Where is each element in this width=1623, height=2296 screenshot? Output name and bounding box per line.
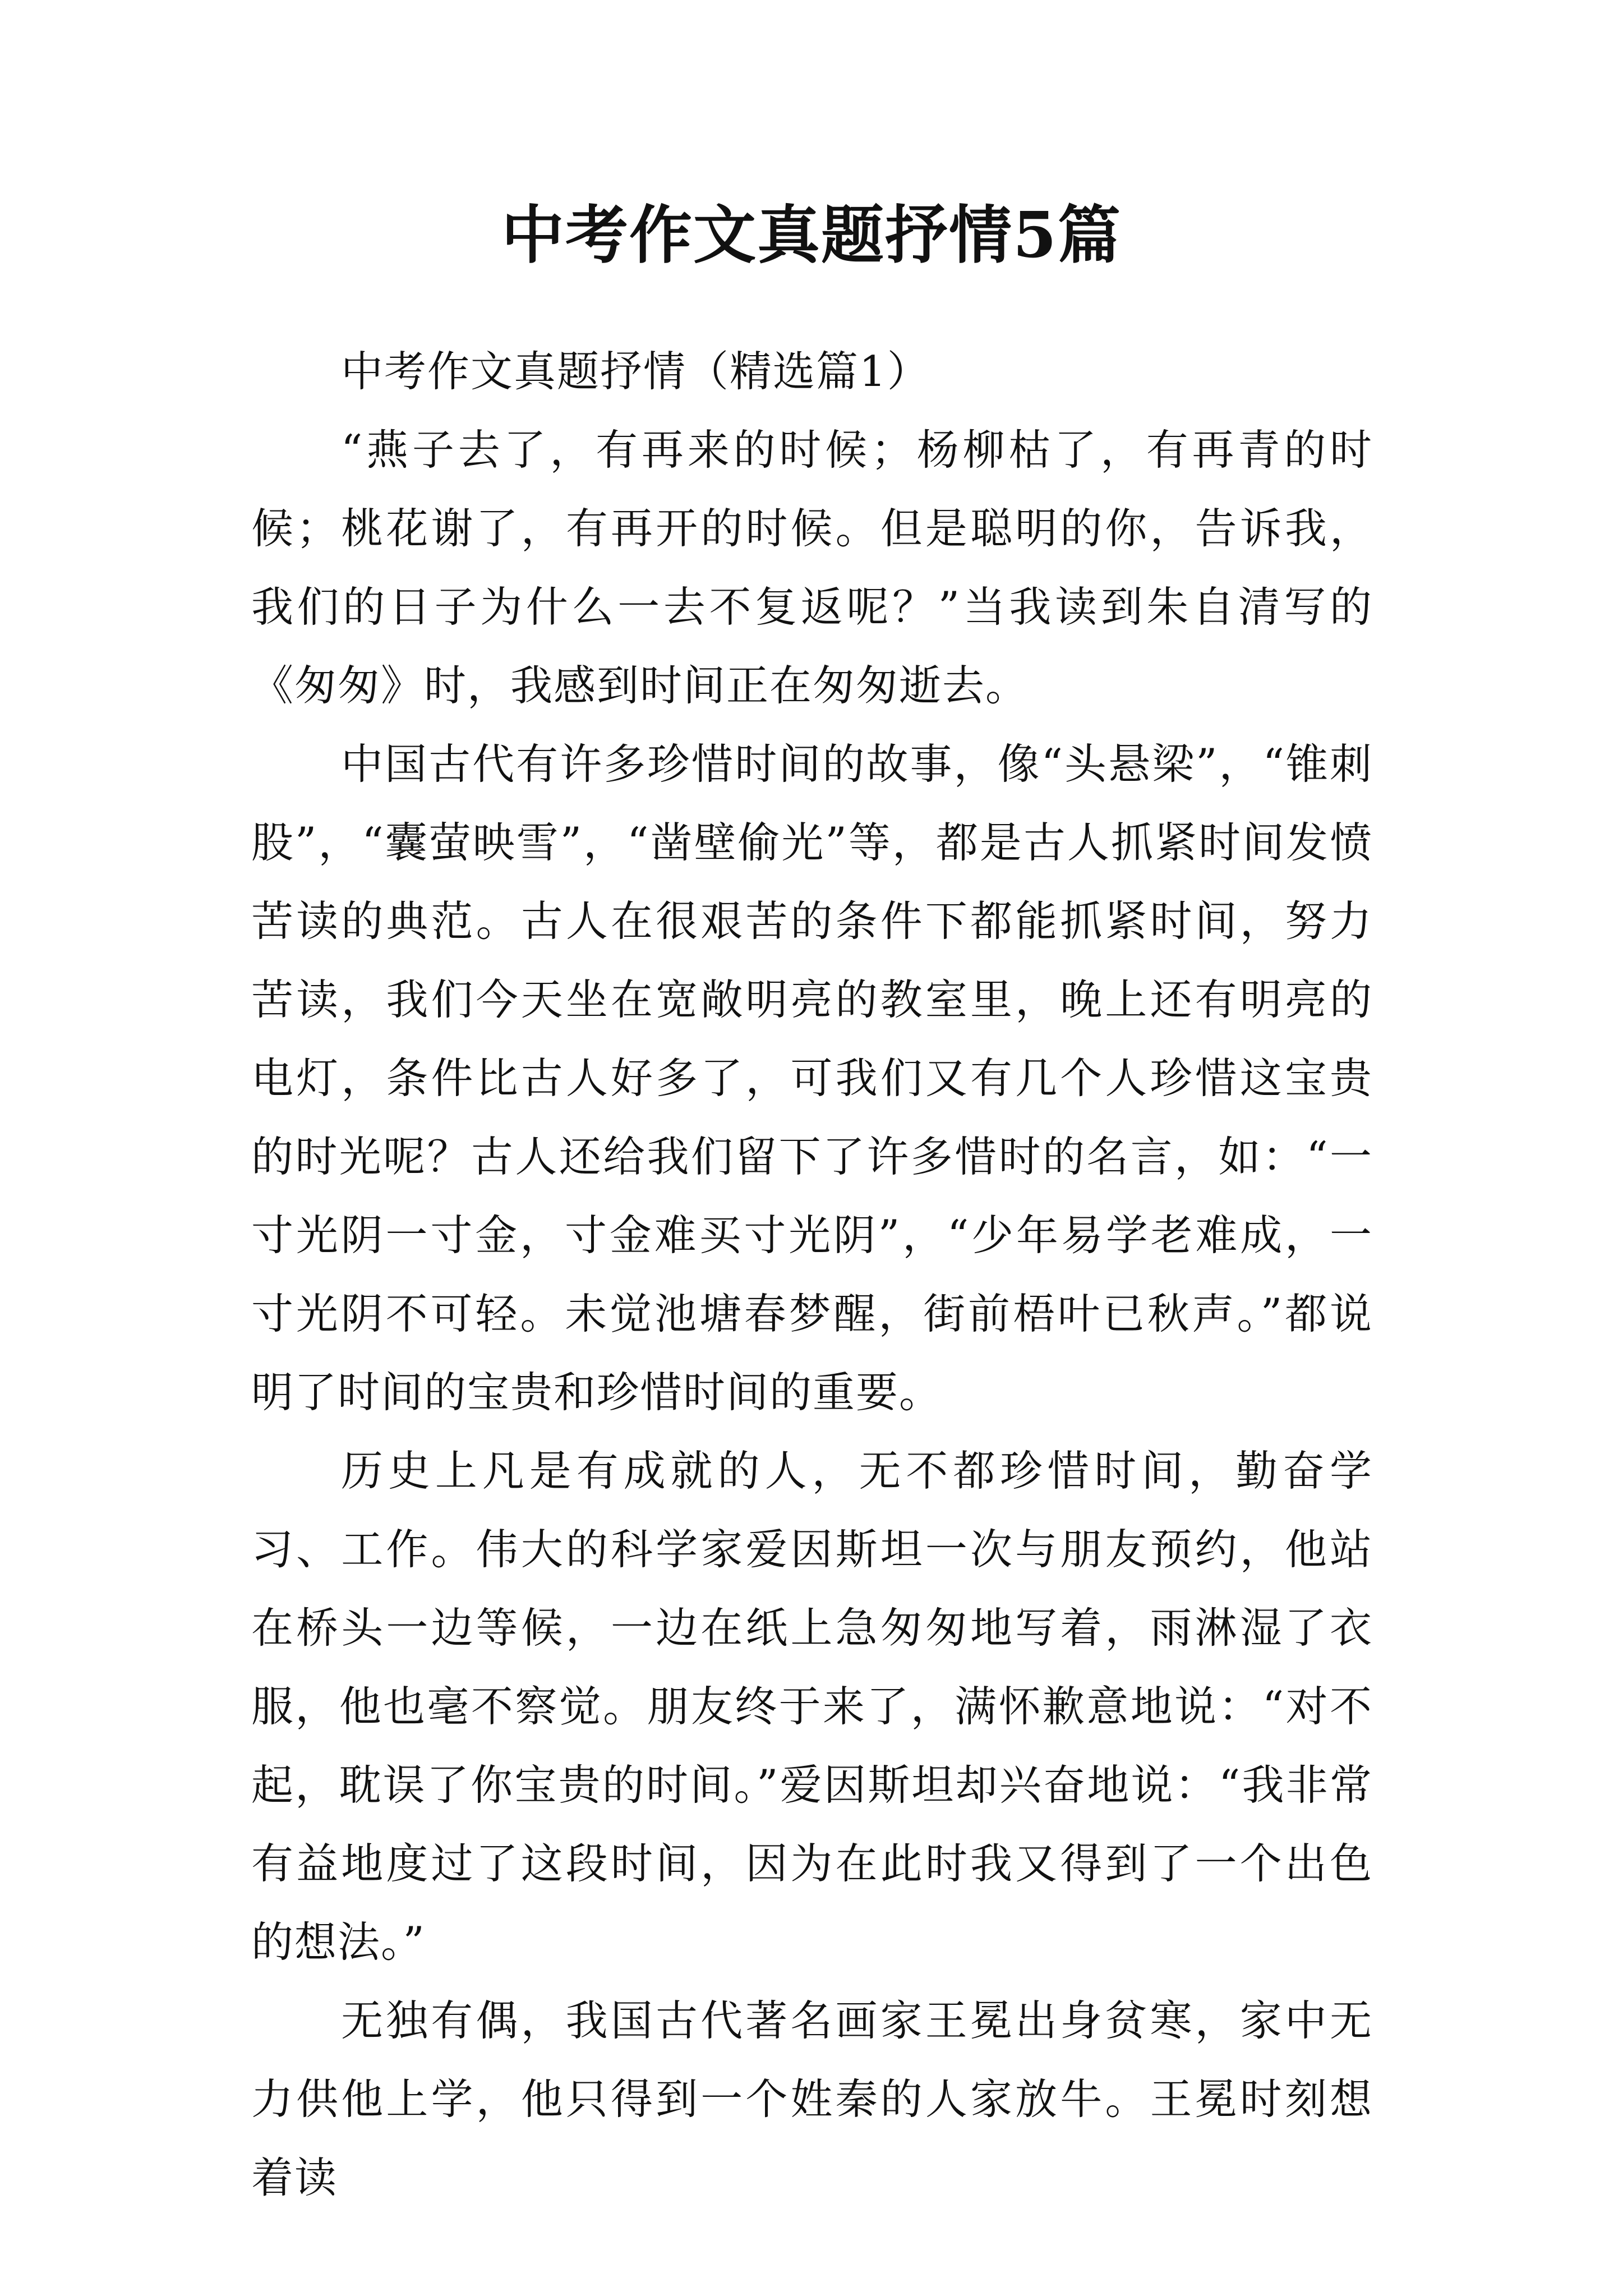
document-body bbox=[251, 332, 1373, 2217]
paragraph: 中国古代有许多珍惜时间的故事，像“头悬梁”，“锥刺股”，“囊萤映雪”，“凿壁偷光”等，都是古人抓紧时间发愤苦读的典范。古人在很艰苦的条件下都能抓紧时间，努力苦读，我们今天坐在宽敞明亮的教室里，晚上还有明亮的电灯，条件比古人好多了，可我们又有几个人珍惜这宝贵的时光呢？古人还给我们留下了许多惜时的名言，如：“一寸光阴一寸金，寸金难买寸光阴”，“少年易学老难成，一寸光阴不可轻。未觉池塘春梦醒，街前梧叶已秋声。”都说明了时间的宝贵和珍惜时间的重要。 bbox=[251, 739, 1373, 1417]
paragraph: “燕子去了，有再来的时候；杨柳枯了，有再青的时候；桃花谢了，有再开的时候。但是聪明的你，告诉我，我们的日子为什么一去不复返呢？”当我读到朱自清写的《匆匆》时，我感到时间正在匆匆逝去。 bbox=[251, 425, 1373, 710]
section-heading: 中考作文真题抒情（精选篇1） bbox=[341, 347, 930, 396]
document-title: 中考作文真题抒情5篇 bbox=[501, 199, 1122, 272]
paragraph: 历史上凡是有成就的人，无不都珍惜时间，勤奋学习、工作。伟大的科学家爱因斯坦一次与朋友预约，他站在桥头一边等候，一边在纸上急匆匆地写着，雨淋湿了衣服，他也毫不察觉。朋友终于来了，满怀歉意地说：“对不起，耽误了你宝贵的时间。”爱因斯坦却兴奋地说：“我非常有益地度过了这段时间，因为在此时我又得到了一个出色的想法。” bbox=[251, 1446, 1373, 1967]
paragraph: 无独有偶，我国古代著名画家王冕出身贫寒，家中无力供他上学，他只得到一个姓秦的人家放牛。王冕时刻想着读 bbox=[251, 1996, 1373, 2202]
